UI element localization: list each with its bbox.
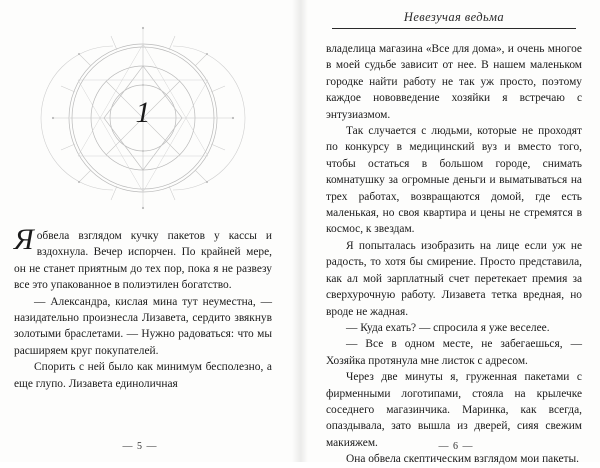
paragraph: Спорить с ней было как минимум бесполезно, а еще глупо. Лизавета единоличная xyxy=(14,361,272,390)
paragraph: владелица магазина «Все для дома», и очень многое в моей судьбе зависит от нее. В нашем маленьком городке найти работу не так уж просто, поэтому каждое нововведение хозяйки я встречаю с энтузиазмом. xyxy=(326,43,582,121)
running-head: Невезучая ведьма xyxy=(403,10,505,24)
paragraph: Через две минуты я, груженная пакетами с фирменными логотипами, стояла на крылечке соседнего магазинчика. Маринка, как всегда, опаздывала, зато вышла из дверей, сияя свежим макияжем. xyxy=(326,371,582,449)
right-page xyxy=(300,0,600,466)
folio-left: — 5 — xyxy=(122,441,158,452)
paragraph-dialogue: — Все в одном месте, не забегаешься, — Хозяйка протянула мне листок с адресом. xyxy=(326,338,582,367)
running-head-rule xyxy=(332,28,576,29)
left-page-body xyxy=(14,223,272,392)
paragraph: Я попыталась изобразить на лице если уж не радость, то хотя бы смирение. Просто представила, как ал мой зарплатный счет перетекает премия за сверхурочную работу. Лизавета тетка вредная, но вроде не жадная. xyxy=(326,239,582,318)
paragraph-dialogue: — Куда ехать? — спросила я уже веселее. xyxy=(346,321,550,334)
paragraph: Так случается с людьми, которые не проходят по конкурсу в медицинский вуз и вместо того, чтобы остаться в большом городе, снимать комнатушку за огромные деньги и выматываться на трех работах, возвращаются домой, где есть маленькая, но своя квартира и цены не стремятся в космос, к звездам. xyxy=(326,125,582,236)
paragraph-with-dropcap xyxy=(14,223,272,294)
paragraph-text: обвела взглядом кучку пакетов у кассы и вздохнула. Вечер испорчен. По крайней мере, он не станет приятным до тех пор, пока я не развезу все это упакованное в полиэтилен богатство. xyxy=(14,230,272,292)
paragraph-dialogue: — Александра, кислая мина тут неуместна, — назидательно произнесла Лизавета, сердито звякнув золотыми браслетами. — Нужно радоваться: что мы расширяем круг покупателей. xyxy=(14,295,272,357)
chapter-ornament xyxy=(17,22,269,218)
left-page xyxy=(0,0,300,462)
chapter-number: 1 xyxy=(135,96,151,129)
folio-right: — 6 — xyxy=(438,441,474,452)
paragraph: Она обвела скептическим взглядом мои пакеты. xyxy=(346,453,580,466)
right-page-body xyxy=(326,41,582,468)
drop-cap-letter: Я xyxy=(14,223,34,256)
